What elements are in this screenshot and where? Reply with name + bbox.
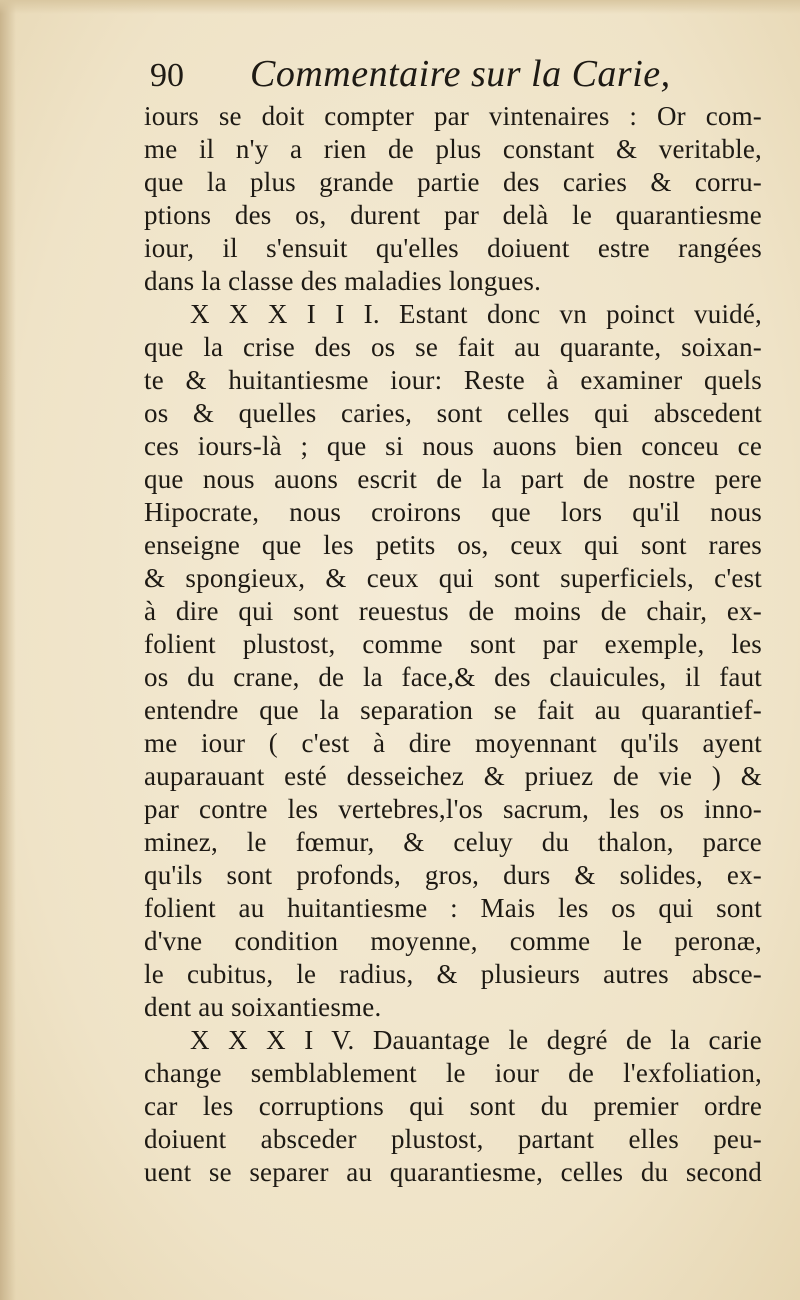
page-number: 90: [150, 57, 184, 94]
text-line: ptions des os, durent par delà le quarantiesme: [144, 200, 762, 230]
page-gutter-shadow: [0, 0, 16, 1300]
text-line: iour, il s'ensuit qu'elles doiuent estre rangées: [144, 233, 762, 263]
text-line: dans la classe des maladies longues.: [144, 266, 542, 296]
text-line: car les corruptions qui sont du premier ordre: [144, 1091, 762, 1121]
text-line: minez, le fœmur, & celuy du thalon, parce: [144, 827, 762, 857]
text-line: me il n'y a rien de plus constant & veritable,: [144, 134, 762, 164]
text-line: à dire qui sont reuestus de moins de chair, ex-: [144, 596, 762, 626]
section-heading-line: X X X I V. Dauantage le degré de la carie: [190, 1025, 762, 1055]
page-header: [150, 48, 770, 98]
text-line: doiuent absceder plustost, partant elles peu-: [144, 1124, 762, 1154]
text-line: change semblablement le iour de l'exfoliation,: [144, 1058, 762, 1088]
body-text: [144, 100, 762, 1189]
running-head: Commentaire sur la Carie,: [250, 53, 671, 95]
text-line: folient plustost, comme sont par exemple, les: [144, 629, 762, 659]
text-line: d'vne condition moyenne, comme le peronæ,: [144, 926, 762, 956]
text-line: auparauant esté desseichez & priuez de vie ) &: [144, 761, 762, 791]
text-line: Hipocrate, nous croirons que lors qu'il nous: [144, 497, 762, 527]
text-line: & spongieux, & ceux qui sont superficiels, c'est: [144, 563, 762, 593]
text-line: te & huitantiesme iour: Reste à examiner quels: [144, 365, 762, 395]
text-line: os du crane, de la face,& des clauicules, il faut: [144, 662, 762, 692]
text-line: enseigne que les petits os, ceux qui sont rares: [144, 530, 762, 560]
text-line: uent se separer au quarantiesme, celles du second: [144, 1157, 762, 1187]
text-line: entendre que la separation se fait au quarantief-: [144, 695, 762, 725]
text-line: me iour ( c'est à dire moyennant qu'ils ayent: [144, 728, 762, 758]
text-line: que la plus grande partie des caries & corru-: [144, 167, 762, 197]
section-heading-line: X X X I I I. Estant donc vn poinct vuidé,: [190, 299, 762, 329]
text-line: folient au huitantiesme : Mais les os qui sont: [144, 893, 762, 923]
text-line: le cubitus, le radius, & plusieurs autres absce-: [144, 959, 762, 989]
text-line: ces iours-là ; que si nous auons bien conceu ce: [144, 431, 762, 461]
text-line: que la crise des os se fait au quarante, soixan-: [144, 332, 762, 362]
text-line: que nous auons escrit de la part de nostre pere: [144, 464, 762, 494]
page-top-edge: [0, 0, 800, 14]
text-line: par contre les vertebres,l'os sacrum, les os inno-: [144, 794, 762, 824]
text-line: qu'ils sont profonds, gros, durs & solides, ex-: [144, 860, 762, 890]
text-line: os & quelles caries, sont celles qui abscedent: [144, 398, 762, 428]
text-line: dent au soixantiesme.: [144, 992, 382, 1022]
text-line: iours se doit compter par vintenaires : Or com-: [144, 101, 762, 131]
